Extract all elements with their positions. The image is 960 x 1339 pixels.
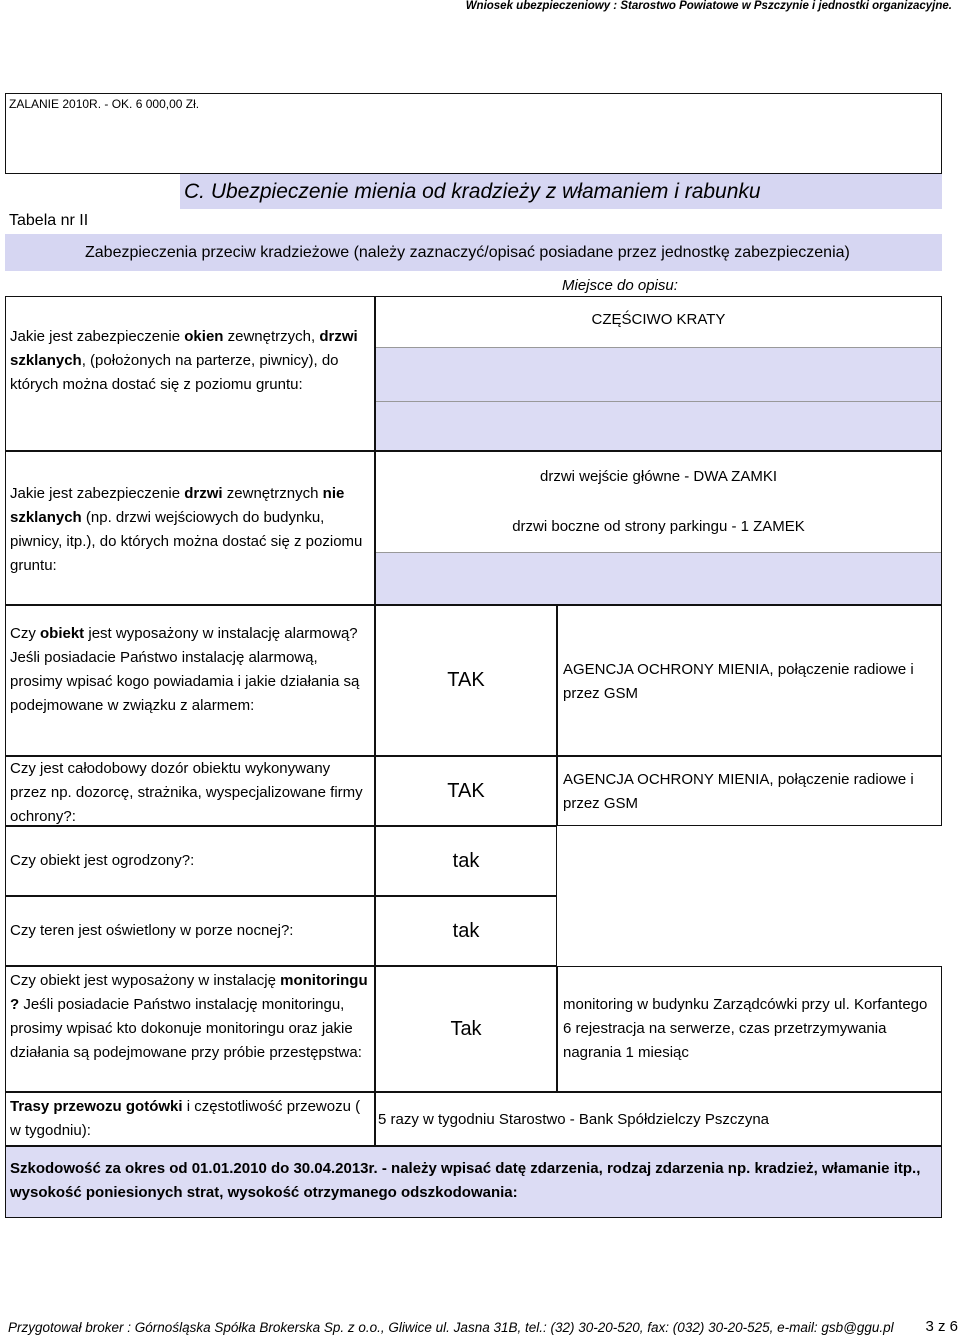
doors-question: Jakie jest zabezpieczenie drzwi zewnętrznych nie szklanych (np. drzwi wejściowych do budynku, piwnicy, itp.), do których można dostać się z poziomu gruntu: bbox=[10, 485, 363, 574]
document-header: Wniosek ubezpieczeniowy : Starostwo Powiatowe w Pszczynie i jednostki organizacyjne. bbox=[465, 0, 952, 12]
windows-question-cell bbox=[5, 296, 375, 451]
doors-answer-field[interactable] bbox=[375, 451, 942, 605]
subtitle: Zabezpieczenia przeciw kradzieżowe (należy zaznaczyć/opisać posiadane przez jednostkę zabezpieczenia) bbox=[85, 243, 850, 261]
claims-field[interactable] bbox=[5, 1146, 942, 1218]
guard-answer-field[interactable] bbox=[375, 756, 557, 826]
monitoring-question-cell bbox=[5, 966, 375, 1092]
guard-description-field[interactable] bbox=[557, 756, 942, 826]
table-label: Tabela nr II bbox=[9, 212, 89, 229]
doors-answer-2: drzwi boczne od strony parkingu - 1 ZAMEK bbox=[512, 518, 805, 535]
guard-question: Czy jest całodobowy dozór obiektu wykonywany przez np. dozorcę, strażnika, wyspecjalizowane firmy ochrony?: bbox=[10, 760, 363, 825]
fence-question: Czy obiekt jest ogrodzony?: bbox=[10, 852, 195, 869]
alarm-answer-field[interactable] bbox=[375, 605, 557, 756]
lighting-question: Czy teren jest oświetlony w porze nocnej?: bbox=[10, 922, 294, 939]
loss-history-text: ZALANIE 2010R. - OK. 6 000,00 Zł. bbox=[9, 97, 200, 111]
cash-question: Trasy przewozu gotówki i częstotliwość przewozu ( w tygodniu): bbox=[10, 1098, 361, 1139]
fence-question-cell bbox=[5, 826, 375, 896]
alarm-question: Czy obiekt jest wyposażony w instalację alarmową? Jeśli posiadacie Państwo instalację alarmową, prosimy wpisać kogo powiadamia i jakie działania są podejmowane w związku z alarmem: bbox=[10, 625, 360, 714]
lighting-question-cell bbox=[5, 896, 375, 966]
page-number: 3 z 6 bbox=[925, 1318, 958, 1335]
section-title-bar bbox=[180, 174, 942, 209]
cash-answer: 5 razy w tygodniu Starostwo - Bank Spółdzielczy Pszczyna bbox=[378, 1110, 770, 1128]
alarm-description: AGENCJA OCHRONY MIENIA, połączenie radiowe i przez GSM bbox=[563, 661, 914, 702]
place-label: Miejsce do opisu: bbox=[562, 277, 678, 294]
doors-question-cell bbox=[5, 451, 375, 605]
guard-description: AGENCJA OCHRONY MIENIA, połączenie radiowe i przez GSM bbox=[563, 771, 914, 812]
guard-answer: TAK bbox=[447, 779, 485, 802]
alarm-answer: TAK bbox=[447, 669, 485, 691]
footer-broker: Przygotował broker : Górnośląska Spółka Brokerska Sp. z o.o., Gliwice ul. Jasna 31B, tel.: (32) 30-20-520, fax: (032) 30-20-525, e-mail: gsb@ggu.pl bbox=[8, 1320, 894, 1335]
monitoring-answer: Tak bbox=[450, 1017, 482, 1040]
section-title: C. Ubezpieczenie mienia od kradzieży z włamaniem i rabunku bbox=[184, 179, 761, 203]
windows-answer: CZĘŚCIWO KRATY bbox=[591, 311, 726, 328]
loss-history-box bbox=[5, 93, 942, 174]
monitoring-description: monitoring w budynku Zarządcówki przy ul. Korfantego 6 rejestracja na serwerze, czas przetrzymywania nagrania 1 miesiąc bbox=[563, 996, 928, 1061]
subtitle-bar bbox=[5, 234, 942, 271]
alarm-description-field[interactable] bbox=[557, 605, 942, 756]
alarm-question-cell bbox=[5, 605, 375, 756]
cash-question-cell bbox=[5, 1092, 375, 1146]
lighting-answer-field[interactable] bbox=[375, 896, 557, 966]
monitoring-question: Czy obiekt jest wyposażony w instalację monitoringu ? Jeśli posiadacie Państwo instalację monitoringu, prosimy wpisać kto dokonuje monitoringu oraz jakie działania są podejmowane przy próbie przestępstwa: bbox=[10, 972, 368, 1061]
cash-answer-field[interactable] bbox=[375, 1092, 942, 1146]
claims-text: Szkodowość za okres od 01.01.2010 do 30.04.2013r. - należy wpisać datę zdarzenia, rodzaj zdarzenia np. kradzież, włamanie itp., wysokość poniesionych strat, wysokość otrzymanego odszkodowania: bbox=[10, 1160, 921, 1201]
monitoring-description-field[interactable] bbox=[557, 966, 942, 1092]
windows-question: Jakie jest zabezpieczenie okien zewnętrzych, drzwi szklanych, (położonych na parterze, piwnicy), do których można dostać się z poziomu gruntu: bbox=[10, 328, 358, 393]
fence-answer-field[interactable] bbox=[375, 826, 557, 896]
windows-answer-field[interactable] bbox=[375, 296, 942, 451]
monitoring-answer-field[interactable] bbox=[375, 966, 557, 1092]
lighting-answer: tak bbox=[452, 919, 480, 942]
fence-answer: tak bbox=[452, 849, 480, 872]
guard-question-cell bbox=[5, 756, 375, 826]
doors-answer-1: drzwi wejście główne - DWA ZAMKI bbox=[540, 468, 777, 485]
